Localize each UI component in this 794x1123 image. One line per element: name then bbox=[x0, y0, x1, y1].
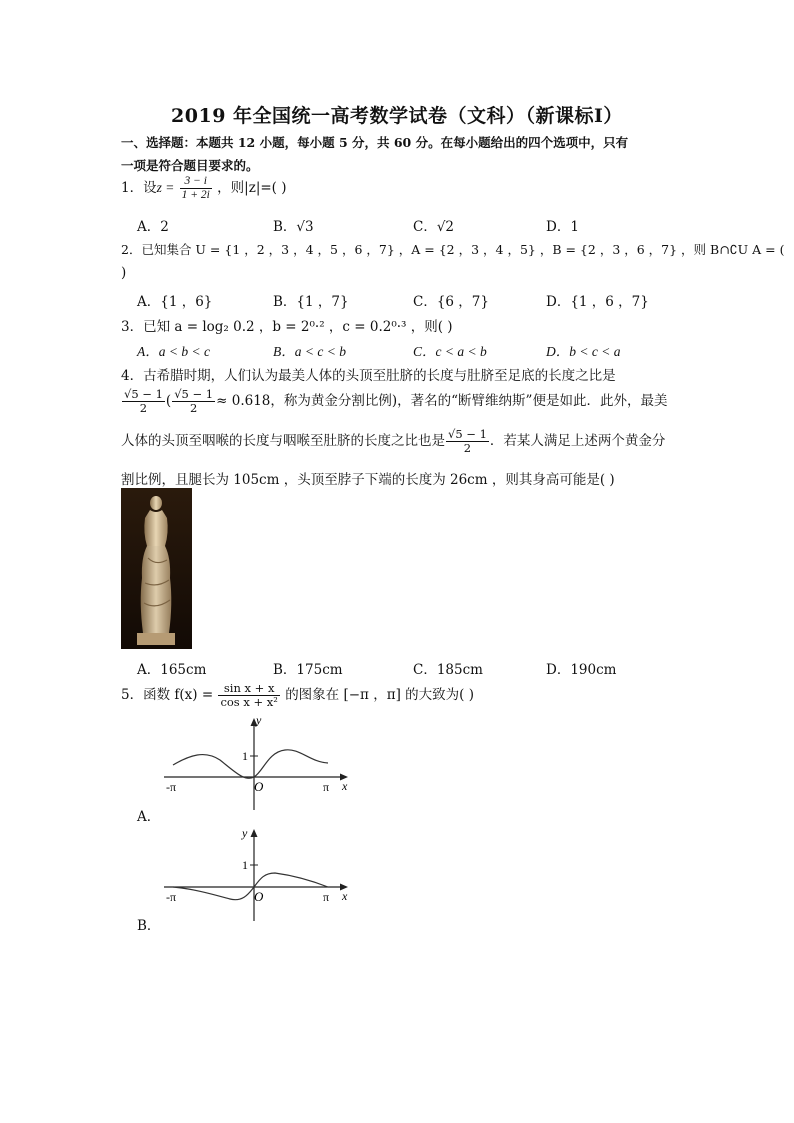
question-4-line3: 人体的头顶至咽喉的长度与咽喉至肚脐的长度之比也是 $\frac{√5 - 1}{2}$ ．若某人满足上述两个黄金分 bbox=[121, 427, 666, 455]
q2-option-d[interactable]: D．{1 ，6 ，7} bbox=[546, 294, 649, 310]
venus-statue-image bbox=[121, 488, 192, 649]
neg-pi-label: -π bbox=[166, 890, 177, 904]
origin-label: O bbox=[254, 889, 264, 904]
q4-option-b[interactable]: B．175cm bbox=[273, 662, 343, 678]
section-instructions-line1: 一、选择题：本题共 12 小题，每小题 5 分，共 60 分。在每小题给出的四个选项中，只有 bbox=[121, 135, 629, 150]
question-2-line1: 2．已知集合 U = {1 ，2 ，3 ，4 ，5 ，6 ，7} ，A = {2 ，3 ，4 ，5} ，B = {2 ，3 ，6 ，7} ，则 B∩∁U A = ( bbox=[121, 242, 785, 257]
y-label: y bbox=[242, 826, 248, 840]
q3-option-d[interactable]: D．b < c < a bbox=[546, 344, 621, 359]
question-1: 1．设z = $\frac{3 - i}{1 + 2i}$ ，则|z|=( ) bbox=[121, 175, 287, 201]
label-one: 1 bbox=[242, 749, 248, 763]
q1-option-c[interactable]: C．√2 bbox=[413, 219, 455, 235]
question-4-line1: 4．古希腊时期，人们认为最美人体的头顶至肚脐的长度与肚脐至足底的长度之比是 bbox=[121, 368, 616, 384]
q2-option-c[interactable]: C．{6 ，7} bbox=[413, 294, 489, 310]
y-label: y bbox=[256, 713, 262, 727]
q3-option-a[interactable]: A．a < b < c bbox=[137, 344, 210, 359]
pi-label: π bbox=[323, 890, 330, 904]
q4-option-d[interactable]: D．190cm bbox=[546, 662, 617, 678]
x-label: x bbox=[342, 889, 348, 903]
graph-option-a bbox=[160, 712, 355, 812]
y-axis-arrow bbox=[251, 829, 258, 837]
page-title: 2019 年全国统一高考数学试卷（文科）（新课标Ⅰ） bbox=[171, 105, 623, 127]
graph-a-curve bbox=[173, 750, 328, 779]
question-2-line2: ) bbox=[121, 265, 127, 281]
q4-fraction-2: $\frac{√5 - 1}{2}$ bbox=[174, 387, 214, 415]
q2-option-a[interactable]: A．{1 ，6} bbox=[137, 294, 213, 310]
label-one: 1 bbox=[242, 858, 248, 872]
q3-option-c[interactable]: C．c < a < b bbox=[413, 344, 487, 359]
q4-fraction-3: $\frac{√5 - 1}{2}$ bbox=[448, 427, 487, 455]
q4-option-c[interactable]: C．185cm bbox=[413, 662, 483, 678]
q5-fraction: $\frac{\text{sin x + x}}{\text{cos x + x²}}$ bbox=[220, 681, 278, 709]
graph-b-curve bbox=[173, 873, 328, 900]
question-4-line2: $\frac{√5 - 1}{2}$ ( $\frac{√5 - 1}{2}$ ≈ 0.618，称为黄金分割比例)，著名的“断臂维纳斯”便是如此．此外，最美 bbox=[124, 387, 668, 415]
question-4-line4: 割比例，且腿长为 105cm ，头顶至脖子下端的长度为 26cm ，则其身高可能是( ) bbox=[121, 472, 615, 488]
q2-option-b[interactable]: B．{1 ，7} bbox=[273, 294, 349, 310]
q1-fraction: $\frac{3 - i}{1 + 2i}$ bbox=[181, 175, 210, 201]
q1-option-b[interactable]: B．√3 bbox=[273, 219, 314, 235]
origin-label: O bbox=[254, 779, 264, 794]
q5-option-a[interactable]: A． bbox=[137, 809, 161, 825]
question-5: 5．函数 f(x) = $\frac{\text{sin x + x}}{\text{cos x + x²}}$ 的图象在 [−π ，π] 的大致为( ) bbox=[121, 681, 474, 709]
q5-option-b[interactable]: B． bbox=[137, 918, 161, 934]
q4-fraction-1: $\frac{√5 - 1}{2}$ bbox=[124, 387, 163, 415]
q4-option-a[interactable]: A．165cm bbox=[137, 662, 207, 678]
q3-option-b[interactable]: B．a < c < b bbox=[273, 344, 346, 359]
q1-option-a[interactable]: A．2 bbox=[137, 219, 169, 235]
pi-label: π bbox=[323, 780, 330, 794]
neg-pi-label: -π bbox=[166, 780, 177, 794]
graph-option-b bbox=[160, 823, 355, 923]
x-label: x bbox=[342, 779, 348, 793]
q1-option-d[interactable]: D．1 bbox=[546, 219, 579, 235]
question-3: 3．已知 a = log₂ 0.2 ，b = 2⁰·² ，c = 0.2⁰·³ ，则( ) bbox=[121, 319, 453, 335]
section-instructions-line2: 一项是符合题目要求的。 bbox=[121, 158, 259, 173]
